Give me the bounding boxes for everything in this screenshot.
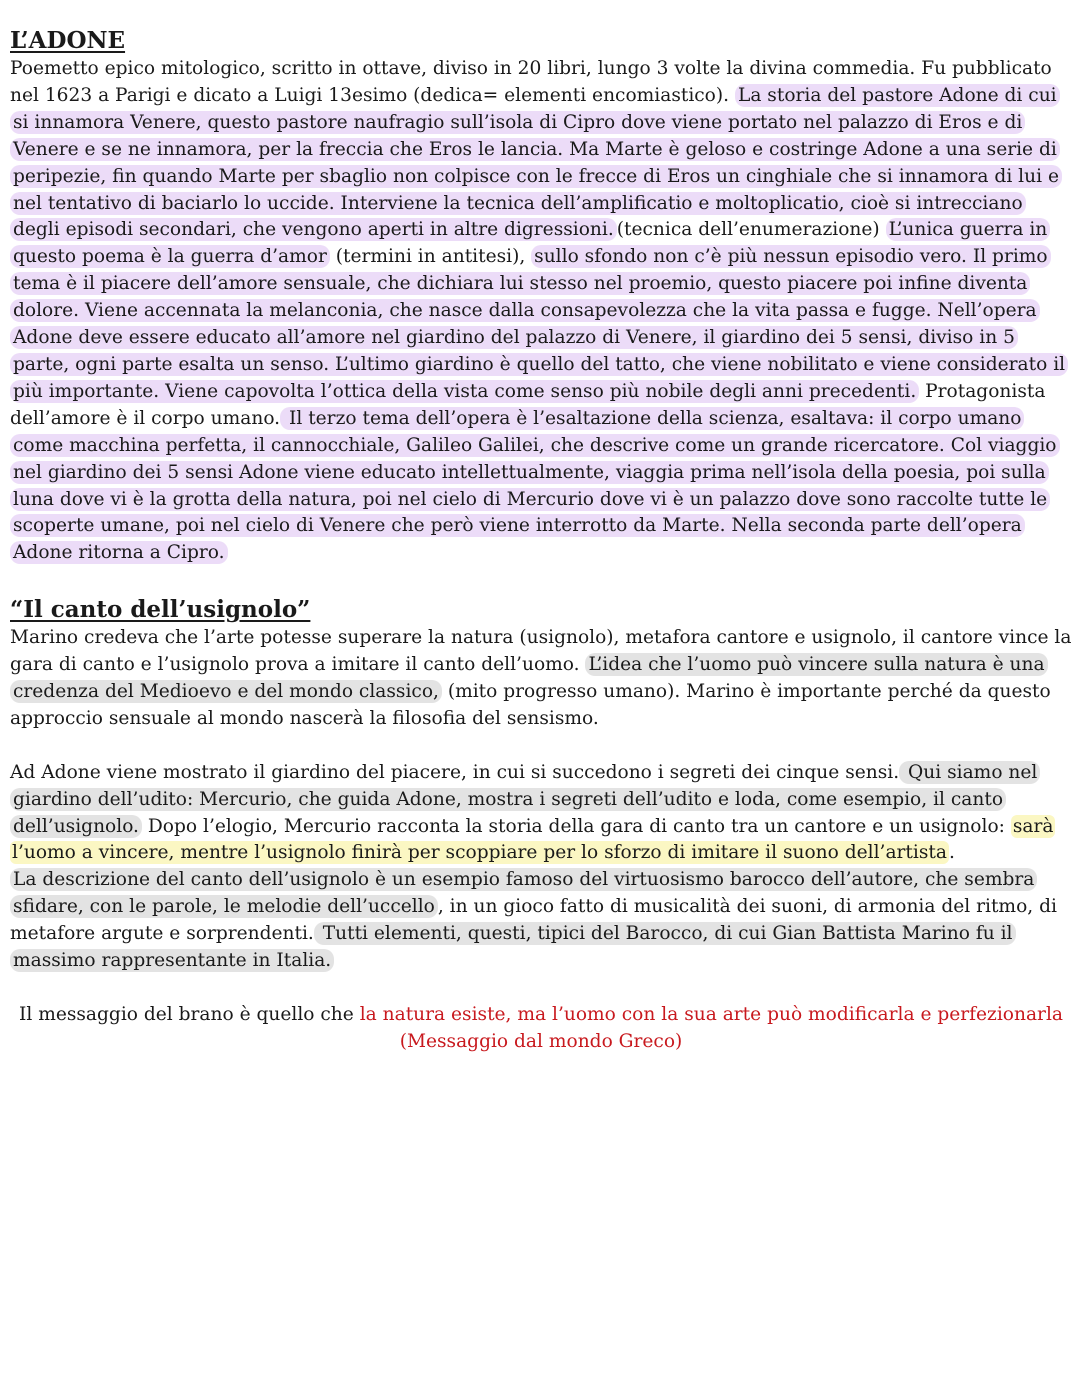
adone-plain-b: (tecnica dell’enumerazione)	[616, 219, 886, 241]
message-red: la natura esiste, ma l’uomo con la sua arte può modificarla e perfezionarla (Messaggio dal mondo Greco)	[359, 1003, 1063, 1052]
usignolo-p2-plain-b: Dopo l’elogio, Mercurio racconta la storia della gara di canto tra un cantore e un usignolo:	[141, 815, 1011, 837]
adone-paragraph	[10, 56, 1072, 567]
usignolo-p2-plain-c: .	[948, 842, 955, 864]
usignolo-p1-plain-b: (mito progresso umano). Marino è importante perché da questo approccio sensuale al mondo nascerà la filosofia del sensismo.	[10, 681, 1051, 729]
paragraph-gap	[10, 975, 1072, 1002]
document-page	[10, 26, 1072, 1056]
usignolo-p2-highlight-yellow: sarà l’uomo a vincere, mentre l’usignolo finirà per scoppiare per lo sforzo di imitare il suono dell’artista	[12, 815, 1054, 864]
section-title-usignolo: “Il canto dell’usignolo”	[10, 596, 311, 624]
usignolo-p2-plain-a: Ad Adone viene mostrato il giardino del piacere, in cui si succedono i segreti dei cinque sensi.	[10, 761, 900, 783]
usignolo-p1-plain-a: Marino credeva che l’arte potesse superare la natura (usignolo), metafora cantore e usignolo, il cantore vince la gara di canto e l’usignolo prova a imitare il canto dell’uomo.	[10, 627, 1072, 676]
usignolo-p3-highlight-b: Tutti elementi, questi, tipici del Barocco, di cui Gian Battista Marino fu il massimo rappresentante in Italia.	[10, 922, 1016, 972]
usignolo-p3-highlight-a: La descrizione del canto dell’usignolo è un esempio famoso del virtuosismo barocco dell’autore, che sembra sfidare, con le parole, le melodie dell’uccello	[10, 868, 1037, 918]
usignolo-paragraph-2	[10, 760, 1072, 868]
adone-plain-c: (termini in antitesi),	[329, 246, 532, 268]
usignolo-p2-highlight-grey: Qui siamo nel giardino dell’udito: Mercurio, che guida Adone, mostra i segreti dell’udito e loda, come esempio, il canto dell’usignolo.	[10, 761, 1040, 838]
message-paragraph	[10, 1002, 1072, 1056]
usignolo-paragraph-1	[10, 625, 1072, 733]
paragraph-gap	[10, 733, 1072, 760]
usignolo-p3-plain-a: , in un gioco fatto di musicalità dei suoni, di armonia del ritmo, di metafore argute e sorprendenti.	[10, 896, 1057, 945]
adone-highlight-c: sullo sfondo non c’è più nessun episodio vero. Il primo tema è il piacere dell’amore sensuale, che dichiara lui stesso nel proemio, questo piacere poi infine diventa dolore. Viene accennata la melanconia, che nasce dalla consapevolezza che la vita passa e fugge. Nell’opera Adone deve essere educato all’amore nel giardino del palazzo di Venere, il giardino dei 5 sensi, diviso in 5 parte, ogni parte esalta un senso. L’ultimo giardino è quello del tatto, che viene nobilitato e viene considerato il più importante. Viene capovolta l’ottica della vista come senso più nobile degli anni precedenti.	[10, 245, 1068, 403]
message-plain: Il messaggio del brano è quello che	[19, 1003, 360, 1025]
adone-highlight-b: L’unica guerra in questo poema è la guerra d’amor	[10, 218, 1050, 268]
adone-highlight-a: La storia del pastore Adone di cui si innamora Venere, questo pastore naufragio sull’isola di Cipro dove viene portato nel palazzo di Eros e di Venere e se ne innamora, per la freccia che Eros le lancia. Ma Marte è geloso e costringe Adone a una serie di peripezie, fin quando Marte per sbaglio non colpisce con le frecce di Eros un cinghiale che si innamora di lui e nel tentativo di baciarlo lo uccide. Interviene la tecnica dell’amplificatio e moltoplicatio, cioè si intrecciano degli episodi secondari, che vengono aperti in altre digressioni.	[10, 84, 1062, 242]
adone-intro-text: Poemetto epico mitologico, scritto in ottave, diviso in 20 libri, lungo 3 volte la divina commedia. Fu pubblicato nel 1623 a Parigi e dicato a Luigi 13esimo (dedica= elementi encomiastico).	[10, 58, 1052, 106]
usignolo-paragraph-3	[10, 867, 1072, 975]
adone-plain-d: Protagonista dell’amore è il corpo umano.	[10, 380, 1046, 429]
section-title-adone: L’ADONE	[10, 27, 126, 54]
usignolo-p1-highlight: L’idea che l’uomo può vincere sulla natura è una credenza del Medioevo e del mondo classico,	[10, 653, 1048, 703]
adone-highlight-d: Il terzo tema dell’opera è l’esaltazione della scienza, esaltava: il corpo umano come macchina perfetta, il cannocchiale, Galileo Galilei, che descrive come un grande ricercatore. Col viaggio nel giardino dei 5 sensi Adone viene educato intellettualmente, viaggia prima nell’isola della poesia, poi sulla luna dove vi è la grotta della natura, poi nel cielo di Mercurio dove vi è un palazzo dove sono raccolte tutte le scoperte umane, poi nel cielo di Venere che però viene interrotto da Marte. Nella seconda parte dell’opera Adone ritorna a Cipro.	[10, 407, 1060, 565]
